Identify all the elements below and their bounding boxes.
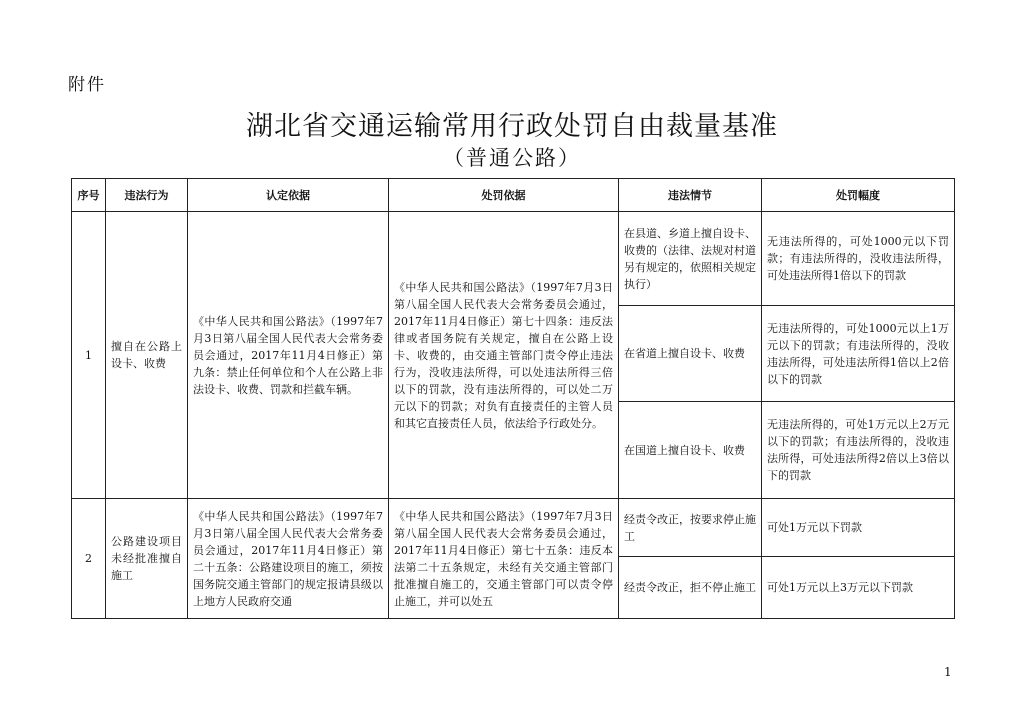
header-penalty-basis: 处罚依据 <box>389 179 619 212</box>
row-violation: 公路建设项目未经批准擅自施工 <box>106 499 188 619</box>
header-seq: 序号 <box>72 179 106 212</box>
table-header-row <box>72 179 955 212</box>
header-basis: 认定依据 <box>188 179 389 212</box>
row-circumstance: 经责令改正，拒不停止施工 <box>619 557 762 619</box>
row-circumstance: 在国道上擅自设卡、收费 <box>619 402 762 499</box>
row-range: 可处1万元以上3万元以下罚款 <box>762 557 955 619</box>
table-row <box>72 499 955 557</box>
row-range: 无违法所得的，可处1000元以下罚款；有违法所得的，没收违法所得，可处违法所得1倍以下的罚款 <box>762 212 955 306</box>
document-title: 湖北省交通运输常用行政处罚自由裁量基准 <box>246 111 778 142</box>
row-circumstance: 经责令改正，按要求停止施工 <box>619 499 762 557</box>
row-violation: 擅自在公路上设卡、收费 <box>106 212 188 499</box>
row-seq: 2 <box>72 499 106 619</box>
annex-label: 附件 <box>68 75 106 95</box>
row-circumstance: 在县道、乡道上擅自设卡、收费的（法律、法规对村道另有规定的，依照相关规定执行） <box>619 212 762 306</box>
header-violation: 违法行为 <box>106 179 188 212</box>
row-basis: 《中华人民共和国公路法》（1997年7月3日第八届全国人民代表大会常务委员会通过，2017年11月4日修正）第二十五条：公路建设项目的施工，须按国务院交通主管部门的规定报请县级以上地方人民政府交通 <box>188 499 389 619</box>
row-penalty-basis: 《中华人民共和国公路法》（1997年7月3日第八届全国人民代表大会常务委员会通过，2017年11月4日修正）第七十五条：违反本法第二十五条规定，未经有关交通主管部门批准擅自施工的，交通主管部门可以责令停止施工，并可以处五 <box>389 499 619 619</box>
row-basis: 《中华人民共和国公路法》（1997年7月3日第八届全国人民代表大会常务委员会通过，2017年11月4日修正）第九条：禁止任何单位和个人在公路上非法设卡、收费、罚款和拦截车辆。 <box>188 212 389 499</box>
row-circumstance: 在省道上擅自设卡、收费 <box>619 306 762 402</box>
row-seq: 1 <box>72 212 106 499</box>
header-circumstance: 违法情节 <box>619 179 762 212</box>
header-range: 处罚幅度 <box>762 179 955 212</box>
penalty-standards-table <box>71 178 955 619</box>
row-penalty-basis: 《中华人民共和国公路法》（1997年7月3日第八届全国人民代表大会常务委员会通过，2017年11月4日修正）第七十四条：违反法律或者国务院有关规定，擅自在公路上设卡、收费的，由交通主管部门责令停止违法行为，没收违法所得，可以处违法所得三倍以下的罚款，没有违法所得的，可以处二万元以下的罚款；对负有直接责任的主管人员和其它直接责任人员，依法给予行政处分。 <box>389 212 619 499</box>
row-range: 可处1万元以下罚款 <box>762 499 955 557</box>
row-range: 无违法所得的，可处1000元以上1万元以下的罚款；有违法所得的，没收违法所得，可处违法所得1倍以上2倍以下的罚款 <box>762 306 955 402</box>
table-row <box>72 212 955 306</box>
document-subtitle: （普通公路） <box>443 146 581 170</box>
page-number: 1 <box>944 665 952 679</box>
row-range: 无违法所得的，可处1万元以上2万元以下的罚款；有违法所得的，没收违法所得，可处违法所得2倍以上3倍以下的罚款 <box>762 402 955 499</box>
